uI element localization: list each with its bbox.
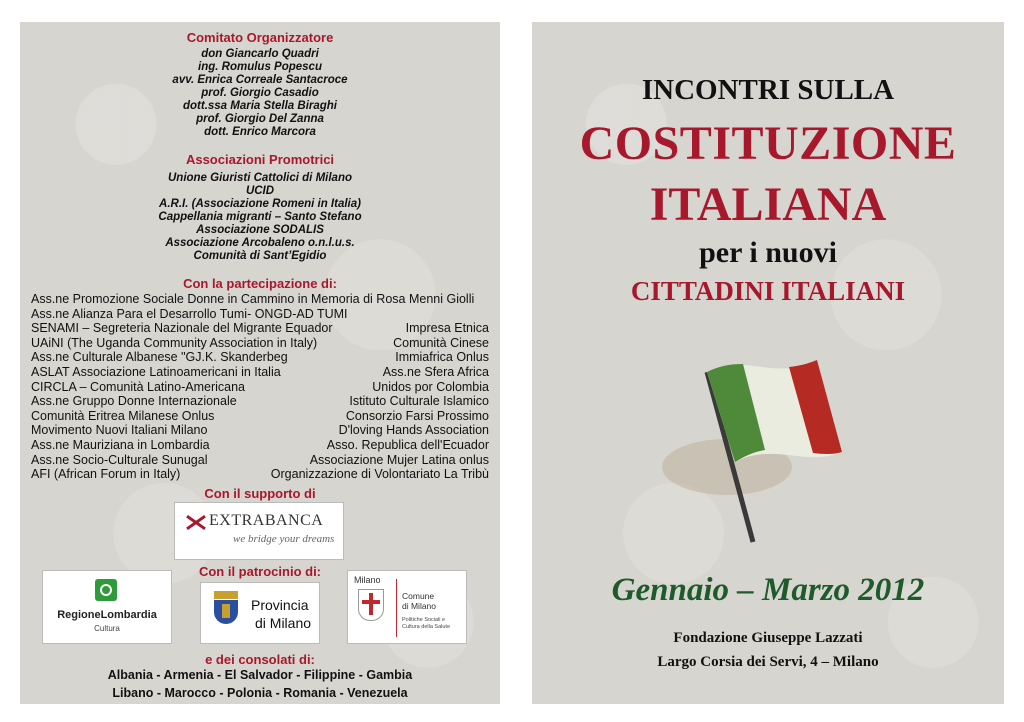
comune-divider [396, 579, 397, 637]
regione-sub: Cultura [94, 624, 120, 633]
partecipante-right: Ass.ne Sfera Africa [382, 364, 489, 379]
patrocinio-title: Con il patrocinio di: [198, 564, 322, 579]
comitato-item: ing. Romulus Popescu [198, 61, 322, 73]
partecipante-row [31, 409, 489, 424]
partecipazione-title: Con la partecipazione di: [183, 276, 337, 291]
partecipante-right: Istituto Culturale Islamico [349, 394, 489, 409]
cover-line5: CITTADINI ITALIANI [630, 276, 906, 306]
promotrici-item: UCID [245, 185, 275, 197]
provincia-line1: Provincia [251, 597, 309, 613]
provincia-shield-icon [211, 591, 241, 633]
partecipante-row [31, 394, 489, 409]
cover-org: Fondazione Giuseppe Lazzati [673, 630, 863, 646]
partecipante-right: D'loving Hands Association [338, 423, 489, 438]
front-cover-panel [532, 22, 1004, 704]
partecipante-row [31, 453, 489, 468]
partecipante-row [31, 336, 489, 351]
comune-milano-logo [347, 570, 467, 644]
regione-lombardia-logo [42, 570, 172, 644]
cover-line1: INCONTRI SULLA [641, 74, 895, 106]
comitato-item: dott.ssa Maria Stella Biraghi [182, 100, 337, 112]
extrabanca-tagline: we bridge your dreams [233, 533, 335, 545]
partecipante-row [31, 467, 489, 482]
consolati-line1: Albania - Armenia - El Salvador - Filippine - Gambia [107, 668, 413, 682]
partecipante-left: Ass.ne Culturale Albanese "GJ.K. Skanderbeg [31, 350, 288, 365]
promotrici-list [20, 172, 500, 263]
partecipante-right: Impresa Etnica [405, 321, 489, 336]
italian-flag-icon [657, 342, 877, 572]
back-cover-panel [20, 22, 500, 704]
partecipante-row [31, 350, 489, 365]
partecipante-left: Ass.ne Socio-Culturale Sunugal [31, 452, 208, 467]
partecipante-right: Organizzazione di Volontariato La Tribù [270, 467, 489, 482]
partecipante-left: Ass.ne Gruppo Donne Internazionale [31, 394, 237, 409]
comitato-item: prof. Giorgio Del Zanna [196, 113, 324, 125]
comitato-item: don Giancarlo Quadri [201, 48, 319, 60]
regione-rose-icon [95, 579, 117, 601]
cover-address: Largo Corsia dei Servi, 4 – Milano [657, 654, 879, 670]
partecipante-right: Associazione Mujer Latina onlus [309, 452, 489, 467]
cover-line2: COSTITUZIONE [579, 117, 957, 170]
partecipante-left: SENAMI – Segreteria Nazionale del Migrante Equador [31, 321, 333, 336]
promotrici-item: Unione Giuristi Cattolici di Milano [167, 172, 352, 184]
extrabanca-name: EXTRABANCA [209, 512, 324, 529]
comitato-list [20, 48, 500, 139]
partecipante-left: Ass.ne Mauriziana in Lombardia [31, 437, 210, 452]
comune-shield-icon [358, 589, 384, 621]
provincia-line2: di Milano [255, 615, 312, 631]
supporto-title: Con il supporto di [204, 486, 316, 501]
partecipante-row [31, 438, 489, 453]
partecipante-left: Movimento Nuovi Italiani Milano [31, 423, 208, 438]
partecipante-right: Comunità Cinese [393, 335, 489, 350]
partecipante-row [31, 380, 489, 395]
partecipante-row: Ass.ne Promozione Sociale Donne in Cammino in Memoria di Rosa Menni Giolli [31, 292, 475, 306]
comitato-item: dott. Enrico Marcora [204, 126, 316, 138]
extrabanca-logo [174, 502, 344, 560]
partecipante-right: Consorzio Farsi Prossimo [345, 408, 489, 423]
partecipante-right: Asso. Republica dell'Ecuador [326, 437, 489, 452]
promotrici-item: Associazione SODALIS [196, 224, 324, 236]
consolati-title: e dei consolati di: [205, 652, 315, 667]
promotrici-item: Cappellania migranti – Santo Stefano [158, 211, 362, 223]
partecipante-left: Comunità Eritrea Milanese Onlus [31, 408, 215, 423]
partecipazione-list [31, 292, 489, 482]
partecipante-row [31, 365, 489, 380]
partecipante-right: Unidos por Colombia [372, 379, 489, 394]
cover-date: Gennaio – Marzo 2012 [611, 572, 925, 608]
cover-line4: per i nuovi [699, 236, 837, 269]
promotrici-item: Comunità di Sant’Egidio [193, 250, 327, 262]
provincia-milano-logo [200, 582, 320, 644]
comitato-item: prof. Giorgio Casadio [201, 87, 319, 99]
partecipante-row [31, 321, 489, 336]
partecipante-row [31, 423, 489, 438]
partecipante-right: Immiafrica Onlus [395, 350, 489, 365]
cover-line3: ITALIANA [649, 178, 887, 231]
partecipante-left: UAiNI (The Uganda Community Association in Italy) [31, 335, 318, 350]
promotrici-title: Associazioni Promotrici [185, 152, 335, 167]
comune-sub: Politiche Sociali e Cultura della Salute [402, 617, 451, 630]
comitato-title: Comitato Organizzatore [186, 30, 334, 45]
extrabanca-mark-icon [185, 515, 207, 531]
partecipante-left: AFI (African Forum in Italy) [31, 467, 181, 482]
promotrici-item: A.R.I. (Associazione Romeni in Italia) [159, 198, 361, 210]
consolati-line2: Libano - Marocco - Polonia - Romania - Venezuela [112, 686, 408, 700]
partecipante-left: ASLAT Associazione Latinoamericani in Italia [31, 364, 281, 379]
promotrici-item: Associazione Arcobaleno o.n.l.u.s. [165, 237, 355, 249]
regione-name: RegioneLombardia [57, 609, 157, 621]
comune-name: Comune di Milano [402, 591, 437, 611]
partecipante-row: Ass.ne Alianza Para el Desarrollo Tumi- ONGD-AD TUMI [31, 306, 348, 321]
partecipante-left: CIRCLA – Comunità Latino-Americana [31, 379, 245, 394]
milano-label: Milano [354, 575, 381, 585]
comitato-item: avv. Enrica Correale Santacroce [172, 74, 348, 86]
